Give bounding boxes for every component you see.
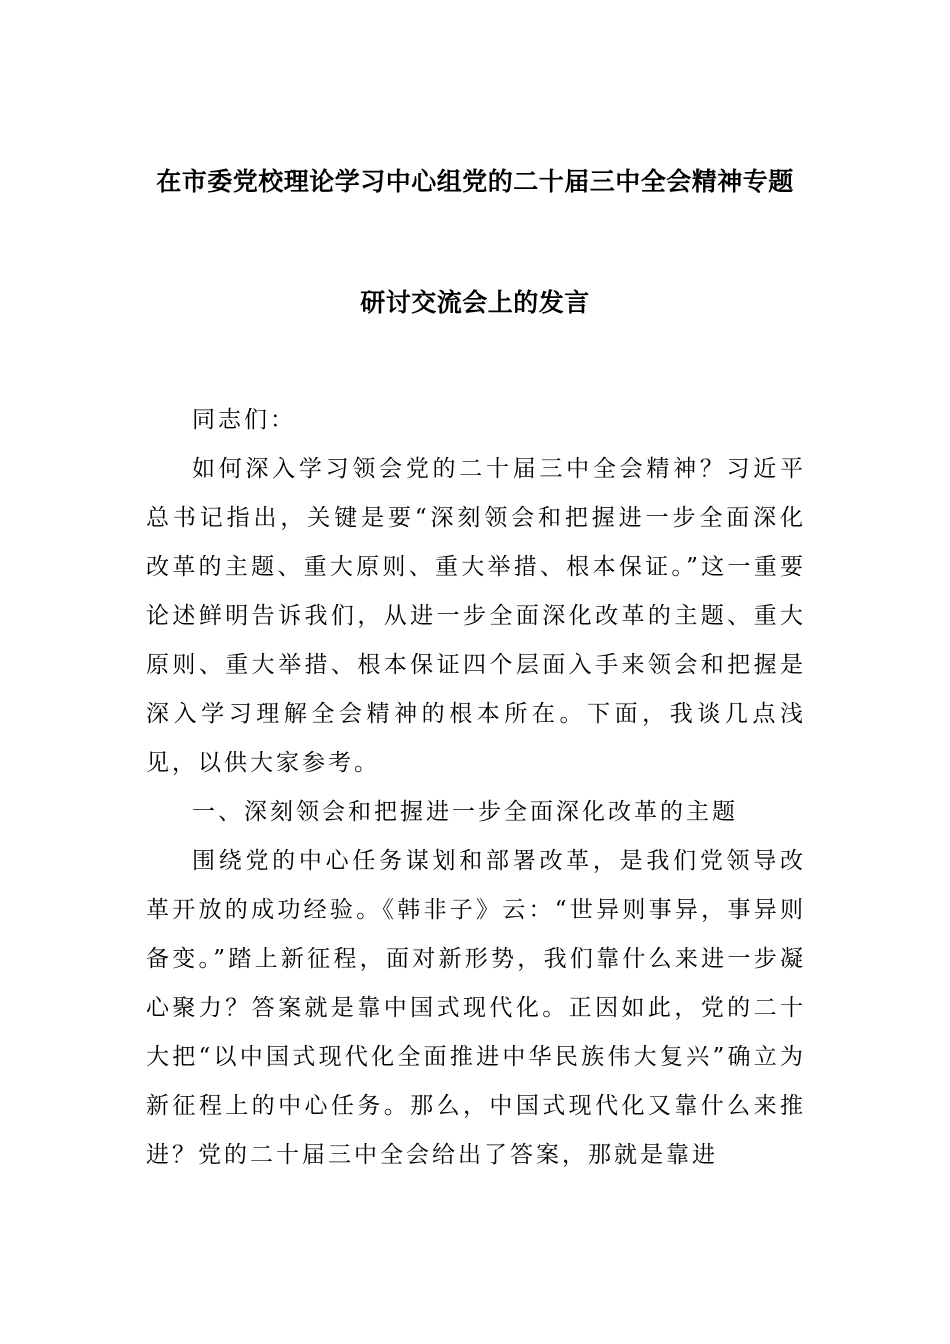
- document-title-line-1: 在市委党校理论学习中心组党的二十届三中全会精神专题: [156, 167, 794, 196]
- salutation: 同志们：: [192, 407, 296, 433]
- paragraph-section-1: 围绕党的中心任务谋划和部署改革，是我们党领导改革开放的成功经验。《韩非子》云：“世异则事异，事异则备变。”踏上新征程，面对新形势，我们靠什么来进一步凝心聚力？答案就是靠中国式现代化。正因如此，党的二十大把“以中国式现代化全面推进中华民族伟大复兴”确立为新征程上的中心任务。那么，中国式现代化又靠什么来推进？党的二十届三中全会给出了答案，那就是靠进: [146, 848, 806, 1168]
- paragraph-intro: 如何深入学习领会党的二十届三中全会精神？习近平总书记指出，关键是要“深刻领会和把握进一步全面深化改革的主题、重大原则、重大举措、根本保证。”这一重要论述鲜明告诉我们，从进一步全面深化改革的主题、重大原则、重大举措、根本保证四个层面入手来领会和把握是深入学习理解全会精神的根本所在。下面，我谈几点浅见，以供大家参考。: [146, 456, 806, 776]
- document-body: [146, 396, 806, 1180]
- section-heading-1: 一、深刻领会和把握进一步全面深化改革的主题: [192, 799, 738, 825]
- document-title-line-2: 研讨交流会上的发言: [360, 288, 590, 317]
